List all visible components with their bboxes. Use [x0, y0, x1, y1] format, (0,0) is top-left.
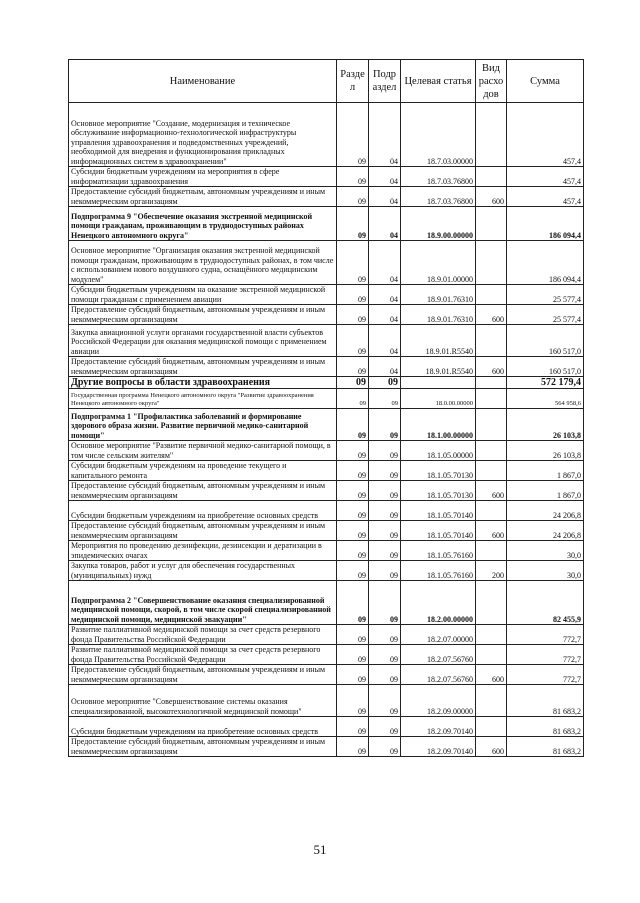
row-expense-type: [476, 167, 507, 187]
row-amount: 30,0: [507, 541, 584, 561]
table-body: [69, 103, 584, 757]
table-row: [69, 357, 584, 377]
row-subsection: 09: [369, 541, 401, 561]
row-expense-type: [476, 685, 507, 717]
row-expense-type: [476, 241, 507, 285]
row-expense-type: [476, 625, 507, 645]
row-article: 18.1.05.00000: [401, 441, 476, 461]
row-name: Подпрограмма 1 "Профилактика заболеваний и формирование здорового образа жизни. Развитие первичной медико-санитарной помощи": [69, 409, 337, 441]
row-name: Предоставление субсидий бюджетным, автономным учреждениям и иным некоммерческим организациям: [69, 737, 337, 757]
row-article: 18.2.09.70140: [401, 717, 476, 737]
row-section: 09: [337, 103, 369, 167]
table-row: [69, 541, 584, 561]
table-row: [69, 581, 584, 625]
table-row: [69, 389, 584, 409]
row-section: 09: [337, 481, 369, 501]
page-number: 51: [313, 842, 327, 857]
row-section: 09: [337, 625, 369, 645]
row-section: 09: [337, 207, 369, 241]
row-section: 09: [337, 409, 369, 441]
row-expense-type: [476, 645, 507, 665]
row-section: 09: [337, 501, 369, 521]
table-row: [69, 481, 584, 501]
row-amount: 24 206,8: [507, 501, 584, 521]
row-expense-type: 600: [476, 357, 507, 377]
row-amount: 457,4: [507, 103, 584, 167]
row-amount: 81 683,2: [507, 737, 584, 757]
row-name: Предоставление субсидий бюджетным, автономным учреждениям и иным некоммерческим организациям: [69, 187, 337, 207]
row-article: [401, 377, 476, 389]
row-expense-type: [476, 501, 507, 521]
row-expense-type: 600: [476, 737, 507, 757]
row-name: Субсидии бюджетным учреждениям на приобретение основных средств: [69, 717, 337, 737]
row-expense-type: [476, 441, 507, 461]
table-row: [69, 409, 584, 441]
row-subsection: 04: [369, 241, 401, 285]
row-subsection: 04: [369, 305, 401, 325]
row-article: 18.7.03.76800: [401, 167, 476, 187]
row-article: 18.9.01.00000: [401, 241, 476, 285]
row-section: 09: [337, 325, 369, 357]
row-subsection: 09: [369, 685, 401, 717]
row-subsection: 04: [369, 103, 401, 167]
row-amount: 160 517,0: [507, 325, 584, 357]
row-section: 09: [337, 285, 369, 305]
row-article: 18.2.09.00000: [401, 685, 476, 717]
row-amount: 772,7: [507, 625, 584, 645]
table-row: [69, 187, 584, 207]
table-row: [69, 305, 584, 325]
row-expense-type: [476, 207, 507, 241]
row-expense-type: [476, 285, 507, 305]
row-name: Предоставление субсидий бюджетным, автономным учреждениям и иным некоммерческим организациям: [69, 665, 337, 685]
row-section: 09: [337, 521, 369, 541]
row-name: Предоставление субсидий бюджетным, автономным учреждениям и иным некоммерческим организациям: [69, 305, 337, 325]
table-row: [69, 167, 584, 187]
row-article: 18.1.05.76160: [401, 541, 476, 561]
row-name: Развитие паллиативной медицинской помощи за счет средств резервного фонда Правительства Российской Федерации: [69, 645, 337, 665]
row-subsection: 09: [369, 625, 401, 645]
row-amount: 1 867,0: [507, 481, 584, 501]
row-expense-type: 200: [476, 561, 507, 581]
row-subsection: 09: [369, 501, 401, 521]
row-subsection: 09: [369, 441, 401, 461]
row-name: Предоставление субсидий бюджетным, автономным учреждениям и иным некоммерческим организациям: [69, 481, 337, 501]
row-subsection: 09: [369, 665, 401, 685]
row-name: Субсидии бюджетным учреждениям на приобретение основных средств: [69, 501, 337, 521]
row-subsection: 04: [369, 187, 401, 207]
row-article: 18.1.05.70130: [401, 461, 476, 481]
row-expense-type: [476, 717, 507, 737]
row-article: 18.1.05.76160: [401, 561, 476, 581]
row-article: 18.9.00.00000: [401, 207, 476, 241]
row-section: 09: [337, 685, 369, 717]
row-amount: 81 683,2: [507, 685, 584, 717]
row-subsection: 09: [369, 581, 401, 625]
row-amount: 457,4: [507, 187, 584, 207]
row-section: 09: [337, 541, 369, 561]
row-section: 09: [337, 377, 369, 389]
table-row: [69, 241, 584, 285]
row-section: 09: [337, 717, 369, 737]
row-name: Субсидии бюджетным учреждениям на проведение текущего и капитального ремонта: [69, 461, 337, 481]
row-section: 09: [337, 441, 369, 461]
row-amount: 82 455,9: [507, 581, 584, 625]
row-article: 18.0.00.00000: [401, 389, 476, 409]
row-subsection: 09: [369, 521, 401, 541]
row-section: 09: [337, 187, 369, 207]
table-row: [69, 521, 584, 541]
table-row: [69, 561, 584, 581]
row-expense-type: [476, 409, 507, 441]
row-subsection: 09: [369, 737, 401, 757]
row-expense-type: 600: [476, 521, 507, 541]
row-subsection: 04: [369, 285, 401, 305]
row-section: 09: [337, 167, 369, 187]
row-name: Подпрограмма 9 "Обеспечение оказания экстренной медицинской помощи гражданам, проживающим в труднодоступных районах Ненецкого автономного округа": [69, 207, 337, 241]
table-row: [69, 207, 584, 241]
table-row: [69, 103, 584, 167]
row-name: Субсидии бюджетным учреждениям на мероприятия в сфере информатизации здравоохранения: [69, 167, 337, 187]
row-name: Основное мероприятие "Организация оказания экстренной медицинской помощи гражданам, проживающим в труднодоступных районах, в том числе с использованием нового воздушного судна, оснащённого медицинским модулем": [69, 241, 337, 285]
row-amount: 1 867,0: [507, 461, 584, 481]
row-expense-type: [476, 103, 507, 167]
header-name: Наименование: [69, 60, 337, 103]
row-amount: 564 958,6: [507, 389, 584, 409]
row-article: 18.7.03.76800: [401, 187, 476, 207]
row-section: 09: [337, 561, 369, 581]
row-amount: 26 103,8: [507, 441, 584, 461]
row-article: 18.2.07.56760: [401, 665, 476, 685]
row-expense-type: 600: [476, 481, 507, 501]
table-row: [69, 501, 584, 521]
row-name: Субсидии бюджетным учреждениям на оказание экстренной медицинской помощи гражданам с применением авиации: [69, 285, 337, 305]
row-subsection: 09: [369, 645, 401, 665]
row-article: 18.2.09.70140: [401, 737, 476, 757]
row-expense-type: [476, 377, 507, 389]
row-amount: 26 103,8: [507, 409, 584, 441]
row-subsection: 09: [369, 389, 401, 409]
row-amount: 25 577,4: [507, 305, 584, 325]
row-amount: 186 094,4: [507, 207, 584, 241]
table-row: [69, 665, 584, 685]
row-subsection: 09: [369, 409, 401, 441]
row-section: 09: [337, 389, 369, 409]
row-amount: 25 577,4: [507, 285, 584, 305]
row-amount: 160 517,0: [507, 357, 584, 377]
row-amount: 24 206,8: [507, 521, 584, 541]
row-expense-type: [476, 325, 507, 357]
row-section: 09: [337, 737, 369, 757]
table-row: [69, 285, 584, 305]
row-article: 18.2.07.00000: [401, 625, 476, 645]
row-expense-type: [476, 581, 507, 625]
table-row: [69, 717, 584, 737]
row-subsection: 09: [369, 377, 401, 389]
row-article: 18.9.01.R5540: [401, 357, 476, 377]
row-subsection: 09: [369, 481, 401, 501]
row-name: Мероприятия по проведению дезинфекции, дезинсекции и дератизации в эпидемических очагах: [69, 541, 337, 561]
row-subsection: 09: [369, 561, 401, 581]
row-name: Основное мероприятие "Совершенствование системы оказания специализированной, высокотехнологичной медицинской помощи": [69, 685, 337, 717]
row-article: 18.7.03.00000: [401, 103, 476, 167]
row-amount: 30,0: [507, 561, 584, 581]
row-name: Другие вопросы в области здравоохранения: [69, 377, 337, 389]
header-section: Разде л: [337, 60, 369, 103]
row-section: 09: [337, 461, 369, 481]
row-expense-type: [476, 541, 507, 561]
row-name: Основное мероприятие "Создание, модернизация и техническое обслуживание информационно-технологической инфраструктуры управления здравоохранения и подведомственных учреждений, необходимой для внедрения и функционирования прикладных информационных систем в здравоохранении": [69, 103, 337, 167]
row-name: Предоставление субсидий бюджетным, автономным учреждениям и иным некоммерческим организациям: [69, 521, 337, 541]
row-name: Государственная программа Ненецкого автономного округа "Развитие здравоохранения Ненецкого автономного округа": [69, 389, 337, 409]
row-amount: 186 094,4: [507, 241, 584, 285]
row-expense-type: 600: [476, 305, 507, 325]
row-subsection: 04: [369, 325, 401, 357]
table-row: [69, 441, 584, 461]
row-name: Развитие паллиативной медицинской помощи за счет средств резервного фонда Правительства Российской Федерации: [69, 625, 337, 645]
row-amount: 572 179,4: [507, 377, 584, 389]
row-name: Подпрограмма 2 "Совершенствование оказания специализированной медицинской помощи, скорой, в том числе скорой специализированной медицинской помощи, медицинской эвакуации": [69, 581, 337, 625]
table-row: [69, 625, 584, 645]
header-expense-type: Вид расхо дов: [476, 60, 507, 103]
row-section: 09: [337, 665, 369, 685]
row-name: Основное мероприятие "Развитие первичной медико-санитарной помощи, в том числе сельским жителям": [69, 441, 337, 461]
row-article: 18.1.00.00000: [401, 409, 476, 441]
row-section: 09: [337, 645, 369, 665]
row-section: 09: [337, 241, 369, 285]
row-article: 18.2.07.56760: [401, 645, 476, 665]
row-name: Закупка товаров, работ и услуг для обеспечения государственных (муниципальных) нужд: [69, 561, 337, 581]
budget-table: [68, 59, 584, 757]
table-row: [69, 737, 584, 757]
row-amount: 772,7: [507, 665, 584, 685]
row-section: 09: [337, 581, 369, 625]
row-expense-type: 600: [476, 187, 507, 207]
row-expense-type: 600: [476, 665, 507, 685]
row-expense-type: [476, 389, 507, 409]
row-article: 18.1.05.70140: [401, 521, 476, 541]
header-subsection: Подр аздел: [369, 60, 401, 103]
row-amount: 772,7: [507, 645, 584, 665]
table-row: [69, 685, 584, 717]
header-article: Целевая статья: [401, 60, 476, 103]
table-row: [69, 325, 584, 357]
row-subsection: 09: [369, 461, 401, 481]
row-article: 18.1.05.70130: [401, 481, 476, 501]
row-article: 18.1.05.70140: [401, 501, 476, 521]
table-row: [69, 377, 584, 389]
row-subsection: 04: [369, 167, 401, 187]
row-name: Предоставление субсидий бюджетным, автономным учреждениям и иным некоммерческим организациям: [69, 357, 337, 377]
row-article: 18.9.01.R5540: [401, 325, 476, 357]
row-article: 18.9.01.76310: [401, 285, 476, 305]
table-row: [69, 461, 584, 481]
row-subsection: 04: [369, 357, 401, 377]
row-name: Закупка авиационной услуги органами государственной власти субъектов Российской Федерации для оказания медицинской помощи с применением авиации: [69, 325, 337, 357]
row-article: 18.2.00.00000: [401, 581, 476, 625]
row-amount: 81 683,2: [507, 717, 584, 737]
header-amount: Сумма: [507, 60, 584, 103]
table-header: [69, 60, 584, 103]
row-subsection: 09: [369, 717, 401, 737]
row-section: 09: [337, 357, 369, 377]
row-article: 18.9.01.76310: [401, 305, 476, 325]
table-row: [69, 645, 584, 665]
row-expense-type: [476, 461, 507, 481]
row-amount: 457,4: [507, 167, 584, 187]
row-subsection: 04: [369, 207, 401, 241]
row-section: 09: [337, 305, 369, 325]
